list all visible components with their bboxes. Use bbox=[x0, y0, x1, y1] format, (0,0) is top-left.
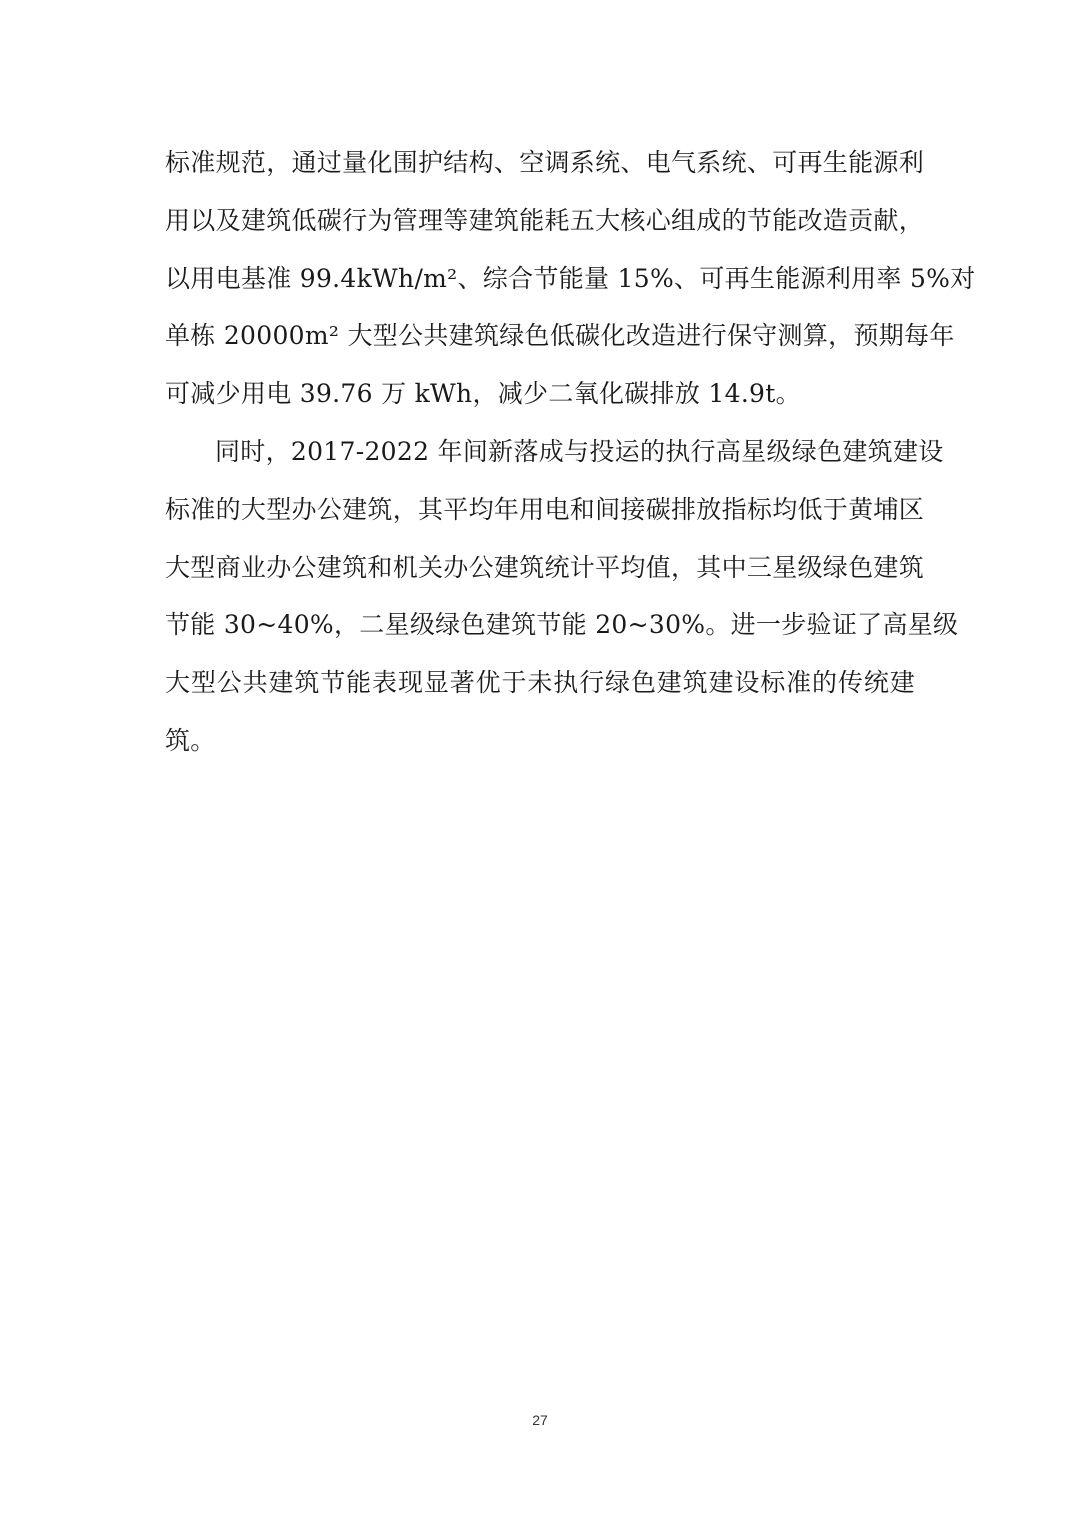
paragraph-1 bbox=[165, 134, 976, 423]
text-line: 标准的大型办公建筑，其平均年用电和间接碳排放指标均低于黄埔区 bbox=[165, 494, 925, 524]
body-text bbox=[165, 134, 976, 770]
text-line: 可减少用电 39.76 万 kWh，减少二氧化碳排放 14.9t。 bbox=[165, 379, 801, 409]
text-line: 以用电基准 99.4kWh/m²、综合节能量 15%、可再生能源利用率 5%对 bbox=[165, 263, 976, 293]
text-line: 同时，2017-2022 年间新落成与投运的执行高星级绿色建筑建设 bbox=[215, 436, 944, 466]
text-line: 筑。 bbox=[165, 725, 216, 755]
text-line: 单栋 20000m² 大型公共建筑绿色低碳化改造进行保守测算，预期每年 bbox=[165, 321, 955, 351]
text-line: 大型商业办公建筑和机关办公建筑统计平均值，其中三星级绿色建筑 bbox=[165, 552, 925, 582]
text-line: 标准规范，通过量化围护结构、空调系统、电气系统、可再生能源利 bbox=[165, 148, 925, 177]
text-line: 用以及建筑低碳行为管理等建筑能耗五大核心组成的节能改造贡献， bbox=[165, 205, 925, 235]
paragraph-2 bbox=[165, 423, 959, 770]
page-number: 27 bbox=[532, 1412, 548, 1428]
text-line: 大型公共建筑节能表现显著优于未执行绿色建筑建设标准的传统建 bbox=[165, 668, 915, 698]
text-line: 节能 30~40%，二星级绿色建筑节能 20~30%。进一步验证了高星级 bbox=[165, 610, 959, 640]
